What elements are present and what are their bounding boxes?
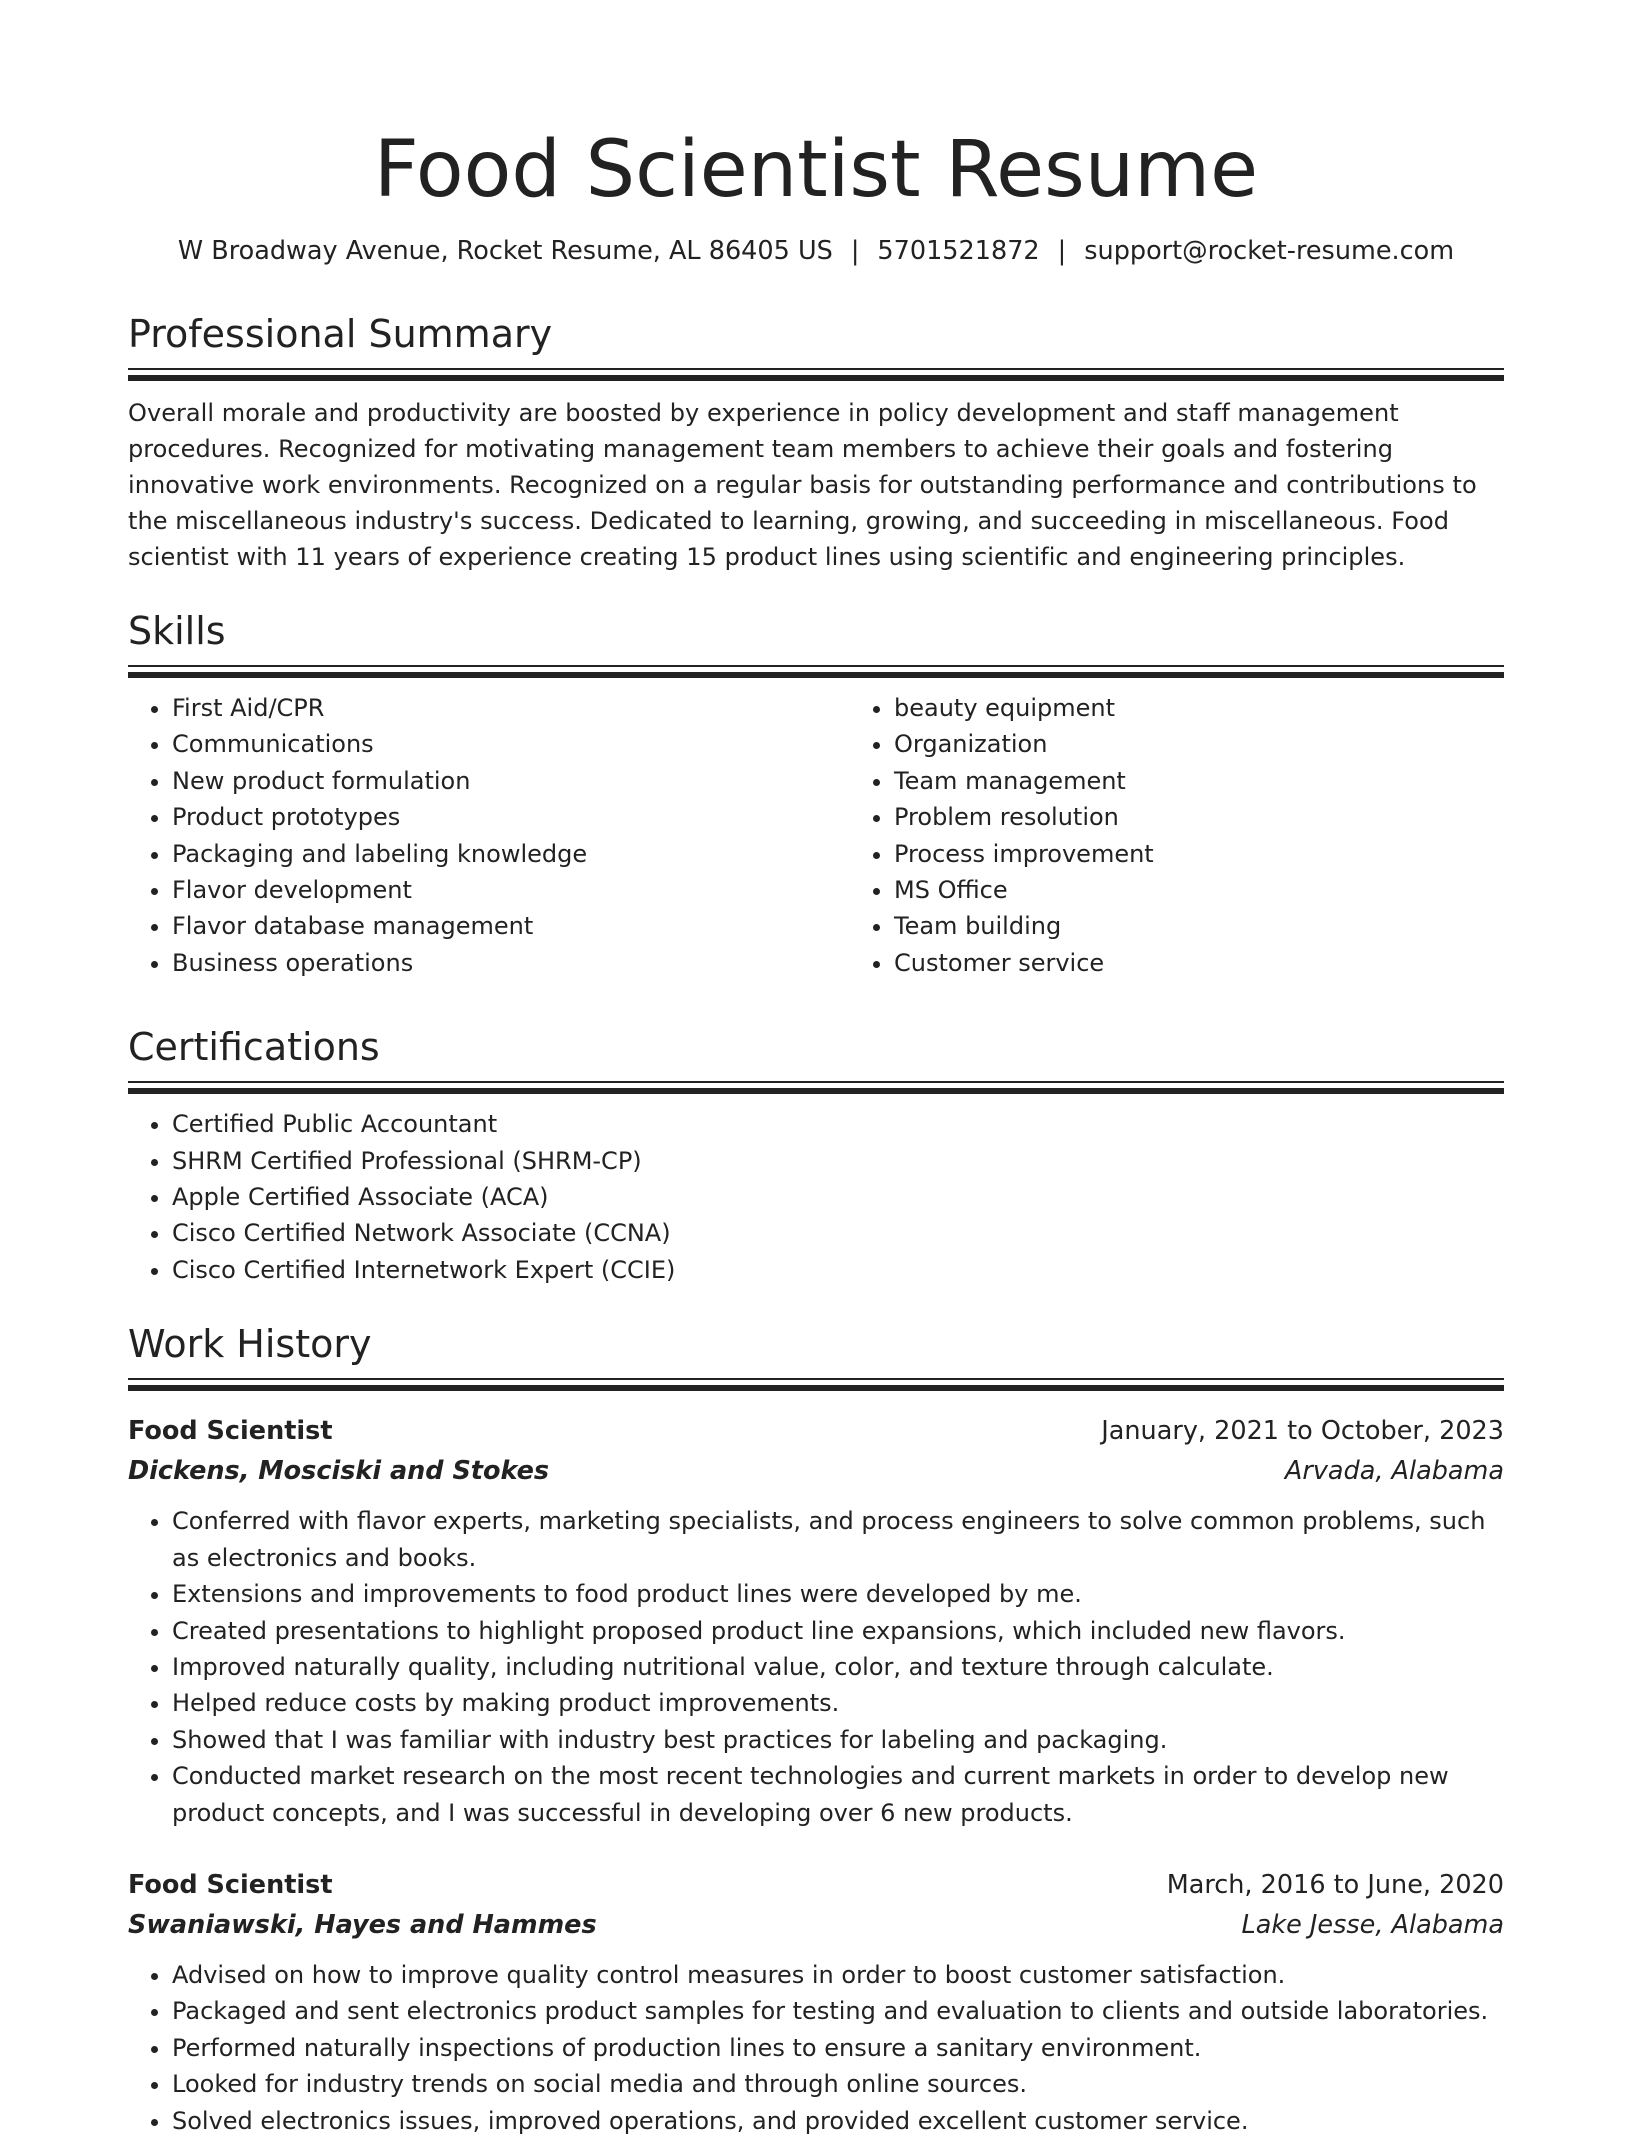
section-divider xyxy=(128,368,1504,381)
job-location: Lake Jesse, Alabama xyxy=(1241,1909,1504,1940)
skill-item: • New product formulation xyxy=(172,763,850,799)
skill-item: • Customer service xyxy=(894,945,1572,981)
contact-phone: 5701521872 xyxy=(877,236,1040,266)
contact-separator: | xyxy=(850,236,860,266)
job-duty: • Helped reduce costs by making product improvements. xyxy=(172,1685,1504,1721)
job-duty: • Conducted market research on the most recent technologies and current markets in order to develop new product concepts, and I was successful in developing over 6 new products. xyxy=(172,1758,1504,1831)
skill-item: • Product prototypes xyxy=(172,799,850,835)
job-location: Arvada, Alabama xyxy=(1284,1456,1504,1487)
resume-page xyxy=(128,0,1504,2135)
skills-list-left xyxy=(128,690,850,981)
summary-heading: Professional Summary xyxy=(128,312,553,356)
certification-item: • Cisco Certified Network Associate (CCNA) xyxy=(172,1215,1504,1251)
summary-text: Overall morale and productivity are boosted by experience in policy development and staff management procedures. Recognized for motivating management team members to achieve their goals and fostering innovative work environments. Recognized on a regular basis for outstanding performance and contributions to the miscellaneous industry's success. Dedicated to learning, growing, and succeeding in miscellaneous. Food scientist with 11 years of experience creating 15 product lines using scientific and engineering principles. xyxy=(128,399,1477,571)
skill-item: • beauty equipment xyxy=(894,690,1572,726)
section-divider xyxy=(128,1081,1504,1094)
work-history-heading: Work History xyxy=(128,1322,372,1367)
skill-item: • MS Office xyxy=(894,872,1572,908)
skills-list-right xyxy=(850,690,1572,981)
job-entry xyxy=(128,1411,1504,1831)
job-duties-list xyxy=(128,1957,1504,2139)
skill-item: • Business operations xyxy=(172,945,850,981)
skills-columns xyxy=(128,690,1504,981)
job-duty: • Conferred with flavor experts, marketing specialists, and process engineers to solve common problems, such as electronics and books. xyxy=(172,1503,1504,1576)
job-duty: • Advised on how to improve quality control measures in order to boost customer satisfaction. xyxy=(172,1957,1504,1993)
summary-section xyxy=(128,310,1504,575)
skill-item: • Team building xyxy=(894,908,1572,944)
skills-section xyxy=(128,607,1504,981)
job-header xyxy=(128,1865,1504,1905)
job-duty: • Improved naturally quality, including nutritional value, color, and texture through calculate. xyxy=(172,1649,1504,1685)
section-divider xyxy=(128,665,1504,678)
skill-item: • Process improvement xyxy=(894,836,1572,872)
job-duty: • Looked for industry trends on social media and through online sources. xyxy=(172,2066,1504,2102)
skill-item: • Flavor development xyxy=(172,872,850,908)
job-subheader xyxy=(128,1451,1504,1491)
skill-item: • Flavor database management xyxy=(172,908,850,944)
skill-item: • Packaging and labeling knowledge xyxy=(172,836,850,872)
job-duty: • Packaged and sent electronics product samples for testing and evaluation to clients and outside laboratories. xyxy=(172,1993,1504,2029)
certifications-list xyxy=(128,1106,1504,1288)
job-duty: • Solved electronics issues, improved operations, and provided excellent customer service. xyxy=(172,2103,1504,2139)
job-duty: • Performed naturally inspections of production lines to ensure a sanitary environment. xyxy=(172,2030,1504,2066)
contact-address: W Broadway Avenue, Rocket Resume, AL 86405 US xyxy=(177,236,833,266)
job-duty: • Showed that I was familiar with industry best practices for labeling and packaging. xyxy=(172,1722,1504,1758)
contact-separator: | xyxy=(1057,236,1067,266)
job-subheader xyxy=(128,1905,1504,1945)
certifications-section xyxy=(128,1023,1504,1288)
job-duty: • Created presentations to highlight proposed product line expansions, which included new flavors. xyxy=(172,1613,1504,1649)
job-title: Food Scientist xyxy=(128,1869,333,1900)
certification-item: • Cisco Certified Internetwork Expert (CCIE) xyxy=(172,1252,1504,1288)
contact-line xyxy=(128,234,1504,268)
skill-item: • Organization xyxy=(894,726,1572,762)
job-header xyxy=(128,1411,1504,1451)
job-duty: • Extensions and improvements to food product lines were developed by me. xyxy=(172,1576,1504,1612)
job-dates: January, 2021 to October, 2023 xyxy=(1101,1416,1504,1447)
job-entry xyxy=(128,1865,1504,2139)
job-company: Swaniawski, Hayes and Hammes xyxy=(128,1909,597,1940)
page-title: Food Scientist Resume xyxy=(373,125,1259,215)
job-company: Dickens, Mosciski and Stokes xyxy=(128,1456,550,1487)
certifications-heading: Certifications xyxy=(128,1025,380,1070)
job-dates: March, 2016 to June, 2020 xyxy=(1166,1869,1504,1900)
skill-item: • Team management xyxy=(894,763,1572,799)
contact-email: support@rocket-resume.com xyxy=(1084,236,1455,266)
skills-heading: Skills xyxy=(128,609,226,653)
job-title: Food Scientist xyxy=(128,1416,333,1447)
skill-item: • First Aid/CPR xyxy=(172,690,850,726)
skill-item: • Problem resolution xyxy=(894,799,1572,835)
skill-item: • Communications xyxy=(172,726,850,762)
certification-item: • Apple Certified Associate (ACA) xyxy=(172,1179,1504,1215)
section-divider xyxy=(128,1378,1504,1391)
job-duties-list xyxy=(128,1503,1504,1831)
certification-item: • SHRM Certified Professional (SHRM-CP) xyxy=(172,1143,1504,1179)
work-history-section xyxy=(128,1320,1504,2139)
certification-item: • Certified Public Accountant xyxy=(172,1106,1504,1142)
